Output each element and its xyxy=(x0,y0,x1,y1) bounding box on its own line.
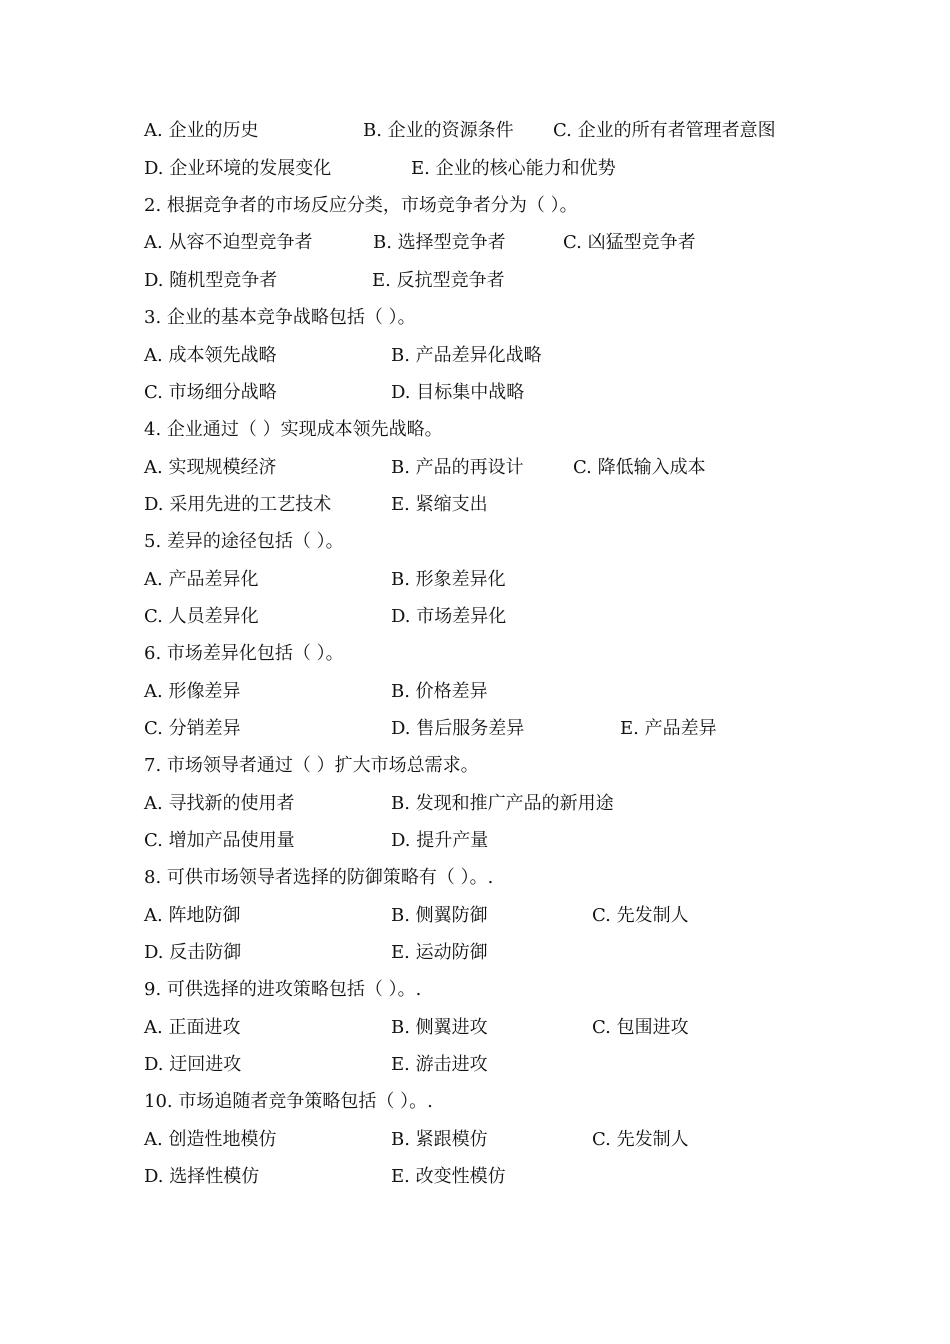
question-text: 2. 根据竞争者的市场反应分类，市场竞争者分为（ ）。 xyxy=(144,195,578,216)
option-item: B. 侧翼进攻 xyxy=(391,1017,488,1038)
options-line xyxy=(0,677,950,707)
options-line xyxy=(0,602,950,632)
option-item: B. 企业的资源条件 xyxy=(363,120,514,141)
option-item: D. 提升产量 xyxy=(391,830,489,851)
question-text: 9. 可供选择的进攻策略包括（ ）。. xyxy=(144,979,422,1000)
option-item: C. 降低输入成本 xyxy=(573,457,706,478)
option-item: C. 先发制人 xyxy=(592,905,689,926)
question-line xyxy=(0,1087,950,1117)
question-text: 3. 企业的基本竞争战略包括（ ）。 xyxy=(144,307,416,328)
option-item: E. 产品差异 xyxy=(620,718,717,739)
question-line xyxy=(0,303,950,333)
option-item: D. 采用先进的工艺技术 xyxy=(144,494,332,515)
option-item: A. 形像差异 xyxy=(144,681,241,702)
option-item: A. 产品差异化 xyxy=(144,569,259,590)
options-line xyxy=(0,1162,950,1192)
option-item: E. 运动防御 xyxy=(391,942,488,963)
option-item: E. 游击进攻 xyxy=(391,1054,488,1075)
option-item: A. 从容不迫型竞争者 xyxy=(144,232,313,253)
options-line xyxy=(0,789,950,819)
option-item: A. 正面进攻 xyxy=(144,1017,241,1038)
option-item: A. 企业的历史 xyxy=(144,120,259,141)
option-item: A. 阵地防御 xyxy=(144,905,241,926)
option-item: D. 反击防御 xyxy=(144,942,242,963)
option-item: B. 紧跟模仿 xyxy=(391,1129,488,1150)
question-line xyxy=(0,751,950,781)
options-line xyxy=(0,341,950,371)
option-item: C. 包围进攻 xyxy=(592,1017,689,1038)
options-line xyxy=(0,826,950,856)
question-text: 8. 可供市场领导者选择的防御策略有（ ）。. xyxy=(144,867,494,888)
option-item: D. 迂回进攻 xyxy=(144,1054,242,1075)
question-line xyxy=(0,639,950,669)
question-text: 7. 市场领导者通过（ ）扩大市场总需求。 xyxy=(144,755,479,776)
option-item: C. 市场细分战略 xyxy=(144,382,277,403)
question-line xyxy=(0,527,950,557)
option-item: C. 增加产品使用量 xyxy=(144,830,295,851)
option-item: B. 侧翼防御 xyxy=(391,905,488,926)
option-item: A. 创造性地模仿 xyxy=(144,1129,277,1150)
option-item: D. 售后服务差异 xyxy=(391,718,525,739)
option-item: E. 紧缩支出 xyxy=(391,494,488,515)
option-item: E. 改变性模仿 xyxy=(391,1166,506,1187)
options-line xyxy=(0,565,950,595)
option-item: B. 选择型竞争者 xyxy=(373,232,506,253)
option-item: A. 成本领先战略 xyxy=(144,345,277,366)
option-item: C. 先发制人 xyxy=(592,1129,689,1150)
options-line xyxy=(0,938,950,968)
question-text: 6. 市场差异化包括（ ）。 xyxy=(144,643,344,664)
option-item: D. 企业环境的发展变化 xyxy=(144,158,332,179)
option-item: C. 人员差异化 xyxy=(144,606,259,627)
question-line xyxy=(0,975,950,1005)
options-line xyxy=(0,154,950,184)
option-item: B. 发现和推广产品的新用途 xyxy=(391,793,614,814)
question-line xyxy=(0,415,950,445)
options-line xyxy=(0,1050,950,1080)
option-item: C. 分销差异 xyxy=(144,718,241,739)
option-item: A. 寻找新的使用者 xyxy=(144,793,295,814)
option-item: C. 凶猛型竞争者 xyxy=(563,232,696,253)
option-item: E. 反抗型竞争者 xyxy=(372,270,505,291)
question-text: 5. 差异的途径包括（ ）。 xyxy=(144,531,344,552)
option-item: A. 实现规模经济 xyxy=(144,457,277,478)
question-text: 4. 企业通过（ ）实现成本领先战略。 xyxy=(144,419,443,440)
option-item: C. 企业的所有者管理者意图 xyxy=(553,120,776,141)
options-line xyxy=(0,116,950,146)
options-line xyxy=(0,714,950,744)
option-item: B. 形象差异化 xyxy=(391,569,506,590)
question-line xyxy=(0,863,950,893)
options-line xyxy=(0,266,950,296)
options-line xyxy=(0,453,950,483)
options-line xyxy=(0,228,950,258)
option-item: D. 随机型竞争者 xyxy=(144,270,278,291)
option-item: B. 产品的再设计 xyxy=(391,457,524,478)
option-item: D. 目标集中战略 xyxy=(391,382,525,403)
option-item: E. 企业的核心能力和优势 xyxy=(411,158,616,179)
question-line xyxy=(0,191,950,221)
options-line xyxy=(0,490,950,520)
option-item: D. 选择性模仿 xyxy=(144,1166,260,1187)
question-text: 10. 市场追随者竞争策略包括（ ）。. xyxy=(144,1091,433,1112)
options-line xyxy=(0,1013,950,1043)
options-line xyxy=(0,901,950,931)
option-item: B. 价格差异 xyxy=(391,681,488,702)
option-item: D. 市场差异化 xyxy=(391,606,507,627)
options-line xyxy=(0,1125,950,1155)
options-line xyxy=(0,378,950,408)
option-item: B. 产品差异化战略 xyxy=(391,345,542,366)
